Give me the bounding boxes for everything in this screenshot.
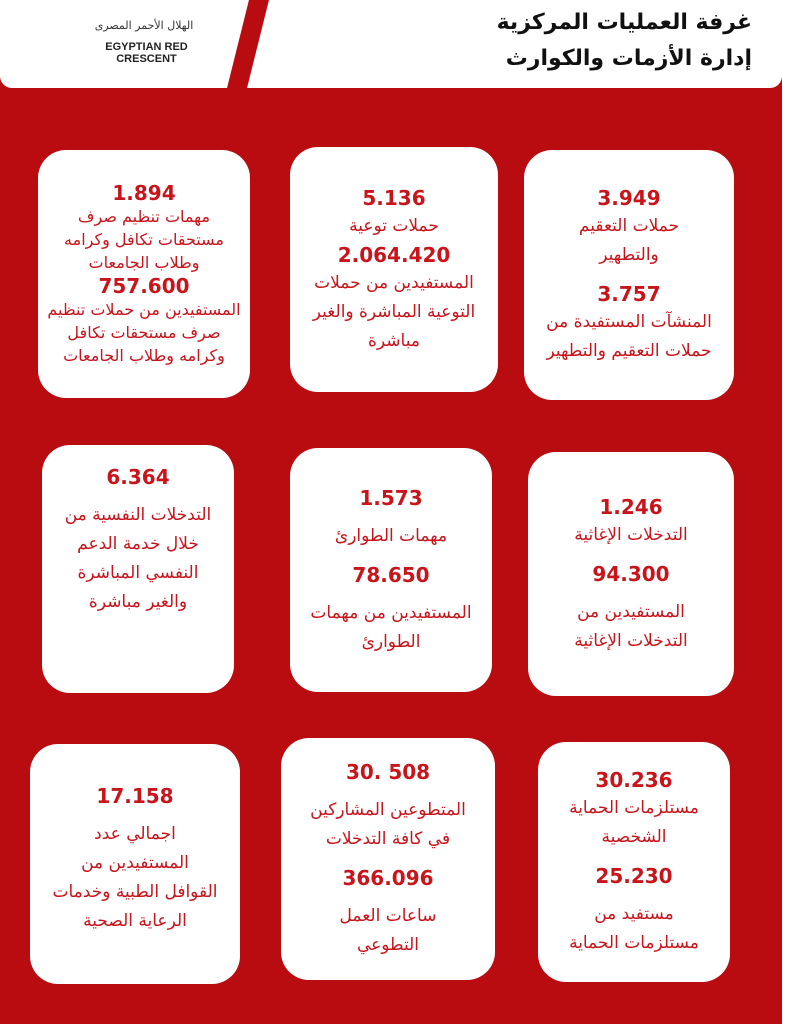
stat-number: 366.096 — [342, 866, 434, 890]
stat-label: المستفيدين من التدخلات الإغاثية — [574, 601, 688, 651]
stat-number: 25.230 — [595, 864, 673, 888]
stat-number: 78.650 — [352, 562, 430, 587]
stat-label: حملات التعقيم والتطهير — [578, 216, 680, 265]
stat-label: مستفيد من مستلزمات الحماية — [569, 904, 699, 953]
stat-number: 3.949 — [597, 186, 661, 210]
stat-card-payments — [38, 150, 250, 398]
red-crescent-logo-icon — [36, 14, 76, 66]
stat-card-protection-supplies — [538, 742, 730, 982]
stat-label: التدخلات النفسية من خلال خدمة الدعم النفسي المباشرة والغير مباشرة — [64, 505, 212, 612]
stat-card-relief — [528, 452, 734, 696]
stat-label: المستفيدين من مهمات الطوارئ — [310, 602, 472, 652]
stat-label: ساعات العمل التطوعي — [339, 906, 437, 955]
stat-label: المستفيدين من حملات تنظيم صرف مستحقات تكافل وكرامه وطلاب الجامعات — [47, 300, 241, 365]
stat-label: المتطوعين المشاركين في كافة التدخلات — [310, 800, 466, 849]
stat-number: 1.894 — [112, 181, 176, 205]
logo-text-english: EGYPTIAN RED CRESCENT — [105, 41, 188, 65]
stat-number: 94.300 — [592, 561, 670, 586]
stat-label: مهمات تنظيم صرف مستحقات تكافل وكرامه وطلاب الجامعات — [64, 207, 224, 272]
stat-number: 30. 508 — [345, 760, 431, 784]
stat-label: حملات توعية — [349, 215, 439, 236]
stat-label: مستلزمات الحماية الشخصية — [569, 798, 699, 847]
stat-number: 3.757 — [597, 282, 661, 306]
stat-number: 17.158 — [96, 784, 174, 808]
stat-card-medical-convoys — [30, 744, 240, 984]
stat-label: اجمالي عدد المستفيدين من القوافل الطبية وخدمات الرعاية الصحية — [52, 824, 218, 931]
stat-card-volunteers — [281, 738, 495, 980]
stat-label: المنشآت المستفيدة من حملات التعقيم والتطهير — [546, 312, 712, 361]
stat-card-psychological — [42, 445, 234, 693]
stat-number: 2.064.420 — [337, 242, 451, 267]
logo-text-arabic: الهلال الأحمر المصرى — [94, 19, 194, 32]
right-edge-strip — [782, 0, 790, 1024]
stat-number: 757.600 — [98, 274, 190, 298]
page-subtitle: إدارة الأزمات والكوارث — [505, 46, 752, 71]
stat-card-awareness — [290, 147, 498, 392]
stat-card-disinfection — [524, 150, 734, 400]
page-title: غرفة العمليات المركزية — [496, 10, 752, 35]
header-bar — [0, 0, 782, 88]
stat-label: التدخلات الإغاثية — [574, 524, 688, 545]
stat-label: مهمات الطوارئ — [334, 525, 448, 546]
stat-number: 5.136 — [362, 185, 426, 210]
stat-number: 30.236 — [595, 768, 673, 792]
stat-number: 1.246 — [599, 494, 663, 519]
stat-label: المستفيدين من حملات التوعية المباشرة والغير مباشرة — [312, 272, 476, 351]
stat-number: 6.364 — [106, 465, 170, 489]
header-divider — [227, 0, 269, 88]
stat-number: 1.573 — [359, 485, 423, 510]
stat-card-emergency — [290, 448, 492, 692]
